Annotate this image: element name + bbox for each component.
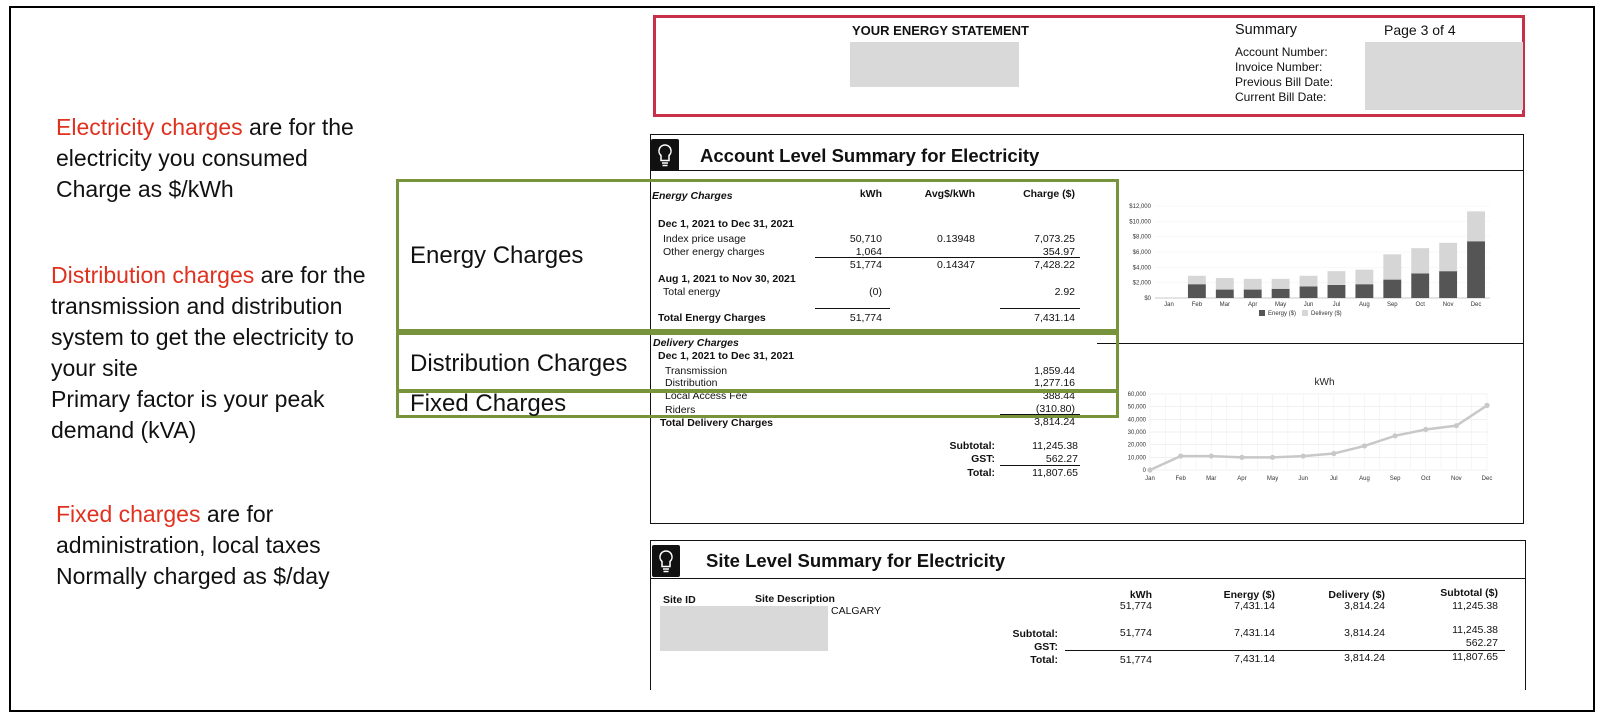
bar-energy	[1383, 280, 1401, 298]
kwh-point	[1147, 467, 1152, 472]
energy-header: Energy Charges	[652, 190, 733, 202]
bar-delivery	[1355, 270, 1373, 285]
y-tick-label: $4,000	[1132, 265, 1151, 272]
period-1: Dec 1, 2021 to Dec 31, 2021	[658, 218, 795, 230]
bar-energy	[1244, 290, 1262, 298]
row-charge: 2.92	[1054, 286, 1075, 298]
x-tick-label: Jun	[1303, 302, 1314, 308]
x-tick-label: Jan	[1145, 476, 1155, 482]
note-distribution	[51, 260, 371, 446]
y-tick-label: $10,000	[1129, 219, 1151, 226]
statement-title: YOUR ENERGY STATEMENT	[852, 23, 1029, 38]
y-tick-label: 30,000	[1127, 430, 1146, 436]
delivery-header: Delivery Charges	[653, 337, 739, 349]
account-summary-header-rule	[650, 170, 1524, 171]
col-avg: Avg$/kWh	[924, 188, 975, 200]
delivery-row-charge: 1,277.16	[1034, 377, 1075, 389]
row-label: Index price usage	[663, 233, 746, 245]
y-tick-label: 50,000	[1127, 404, 1146, 411]
lightbulb-icon	[652, 545, 680, 577]
kwh-point	[1362, 443, 1367, 448]
kwh-point	[1331, 451, 1336, 456]
statement-page-number: Page 3 of 4	[1384, 22, 1456, 38]
total-delivery-label: Total Delivery Charges	[660, 417, 774, 429]
x-tick-label: May	[1266, 476, 1279, 482]
gst-value: 562.27	[1045, 453, 1078, 465]
site-summary-title: Site Level Summary for Electricity	[706, 550, 1006, 571]
redacted-block	[850, 42, 1019, 87]
note-electricity	[56, 112, 396, 205]
y-tick-label: 40,000	[1127, 417, 1146, 424]
note-fixed-text: are for administration, local taxes	[56, 501, 321, 558]
bar-energy	[1355, 284, 1373, 298]
x-tick-label: Mar	[1206, 476, 1217, 482]
bar-delivery	[1216, 278, 1234, 290]
col-charge: Charge ($)	[1023, 188, 1075, 200]
distribution-charges-label: Distribution Charges	[410, 350, 628, 377]
bar-delivery	[1272, 279, 1290, 289]
bar-delivery	[1328, 271, 1346, 285]
note-distribution-text: are for the transmission and distribution system to get the electricity to your site	[51, 262, 366, 381]
x-tick-label: Nov	[1451, 476, 1462, 482]
site-description: CALGARY	[831, 605, 881, 617]
kwh-point	[1209, 453, 1214, 458]
note-electricity-highlight: Electricity charges	[56, 114, 243, 140]
subtotal-value: 11,245.38	[1032, 440, 1078, 452]
x-tick-label: Dec	[1481, 476, 1493, 482]
total-delivery-charge: 3,814.24	[1034, 416, 1075, 428]
bar-delivery	[1188, 276, 1206, 284]
statement-field-2: Previous Bill Date:	[1235, 75, 1334, 89]
x-tick-label: Jul	[1329, 476, 1338, 482]
site-gst-value: 562.27	[1465, 637, 1498, 649]
site-subtotal-value: 11,245.38	[1452, 624, 1498, 636]
statement-field-1: Invoice Number:	[1235, 60, 1323, 74]
col-site-id: Site ID	[663, 594, 696, 606]
delivery-row-label: Local Access Fee	[665, 390, 748, 402]
site-subtotal-delivery: 3,814.24	[1344, 627, 1385, 639]
y-tick-label: 20,000	[1127, 442, 1146, 449]
bar-delivery	[1467, 211, 1485, 241]
x-tick-label: Oct	[1421, 476, 1431, 482]
y-tick-label: 60,000	[1127, 392, 1146, 398]
statement-field-0: Account Number:	[1235, 45, 1328, 59]
delivery-row-charge: 388.44	[1042, 390, 1075, 402]
kwh-point	[1270, 455, 1275, 460]
delivery-period: Dec 1, 2021 to Dec 31, 2021	[658, 350, 795, 362]
bar-energy	[1272, 289, 1290, 298]
site-subtotal-kwh: 51,774	[1119, 627, 1152, 639]
legend-label: Energy ($)	[1268, 311, 1297, 317]
row-avg: 0.13948	[937, 233, 975, 245]
subtotal-charge: 7,428.22	[1034, 259, 1075, 271]
chart-title: kWh	[1314, 377, 1335, 388]
y-tick-label: $2,000	[1132, 280, 1151, 287]
site-summary-header-rule	[650, 578, 1526, 579]
row-charge: 7,073.25	[1034, 233, 1075, 245]
statement-summary-label: Summary	[1235, 22, 1298, 38]
site-subtotal-label: Subtotal:	[1012, 628, 1058, 640]
cost-bar-chart	[1125, 200, 1495, 325]
kwh-point	[1392, 433, 1397, 438]
y-tick-label: $12,000	[1129, 204, 1151, 210]
lightbulb-icon	[651, 139, 679, 171]
x-tick-label: Aug	[1359, 476, 1370, 482]
note-electricity-text: are for the electricity you consumed	[56, 114, 354, 171]
y-tick-label: $0	[1144, 296, 1151, 302]
legend-swatch-delivery	[1302, 310, 1308, 316]
col-delivery: Delivery ($)	[1328, 589, 1385, 601]
site-subtotal: 11,245.38	[1452, 600, 1498, 612]
x-tick-label: Apr	[1237, 476, 1247, 482]
site-total-energy: 7,431.14	[1234, 653, 1275, 665]
delivery-row-label: Riders	[665, 404, 696, 416]
note-fixed-highlight: Fixed charges	[56, 501, 201, 527]
y-tick-label: $8,000	[1132, 234, 1151, 241]
site-kwh: 51,774	[1119, 600, 1152, 612]
site-total-label: Total:	[1030, 654, 1058, 666]
delivery-row-charge: 1,859.44	[1034, 365, 1075, 377]
x-tick-label: Mar	[1219, 302, 1230, 308]
note-electricity-line2: Charge as $/kWh	[56, 176, 234, 202]
bar-energy	[1467, 241, 1485, 298]
y-tick-label: 0	[1142, 468, 1146, 474]
x-tick-label: Apr	[1248, 302, 1258, 308]
row-label: Other energy charges	[663, 246, 765, 258]
delivery-row-label: Transmission	[665, 365, 728, 377]
note-distribution-highlight: Distribution charges	[51, 262, 255, 288]
bar-delivery	[1439, 243, 1457, 271]
kwh-point	[1423, 427, 1428, 432]
site-total-delivery: 3,814.24	[1344, 652, 1385, 664]
x-tick-label: Aug	[1359, 302, 1370, 308]
kwh-point	[1239, 455, 1244, 460]
legend-swatch-energy	[1259, 310, 1265, 316]
col-energy: Energy ($)	[1223, 589, 1275, 601]
fixed-charges-label: Fixed Charges	[410, 390, 567, 417]
statement-field-3: Current Bill Date:	[1235, 90, 1327, 104]
row-charge: 354.97	[1042, 246, 1075, 258]
bar-delivery	[1244, 279, 1262, 290]
x-tick-label: Jul	[1332, 302, 1341, 308]
row-kwh: 1,064	[855, 246, 882, 258]
site-total-kwh: 51,774	[1119, 654, 1152, 666]
x-tick-label: May	[1274, 302, 1287, 308]
site-energy: 7,431.14	[1234, 600, 1275, 612]
kwh-point	[1301, 453, 1306, 458]
total-energy-label: Total Energy Charges	[658, 312, 766, 324]
total-energy-charge: 7,431.14	[1034, 312, 1075, 324]
site-gst-label: GST:	[1034, 641, 1058, 653]
bar-energy	[1300, 287, 1318, 299]
bar-energy	[1439, 271, 1457, 298]
redacted-block	[660, 606, 828, 651]
energy-charges-label: Energy Charges	[410, 242, 584, 269]
y-tick-label: $6,000	[1132, 250, 1151, 256]
gst-label: GST:	[971, 453, 995, 465]
total-value: 11,807.65	[1032, 467, 1078, 479]
row-label: Total energy	[663, 286, 721, 298]
delivery-row-label: Distribution	[665, 377, 718, 389]
bar-delivery	[1300, 276, 1318, 287]
col-kwh: kWh	[1129, 589, 1152, 601]
x-tick-label: Feb	[1175, 476, 1186, 482]
kwh-point	[1454, 423, 1459, 428]
x-tick-label: Sep	[1386, 302, 1398, 308]
note-fixed	[56, 499, 386, 592]
kwh-point	[1484, 403, 1489, 408]
col-site-description: Site Description	[755, 593, 835, 605]
divider	[1097, 343, 1524, 344]
x-tick-label: Nov	[1442, 302, 1454, 308]
delivery-row-charge: (310.80)	[1035, 403, 1075, 415]
total-energy-kwh: 51,774	[849, 312, 882, 324]
redacted-block	[1365, 42, 1523, 110]
x-tick-label: Feb	[1191, 302, 1203, 308]
y-tick-label: 10,000	[1127, 455, 1146, 462]
account-summary-title: Account Level Summary for Electricity	[700, 145, 1040, 166]
bar-energy	[1328, 285, 1346, 298]
col-kwh: kWh	[859, 188, 882, 200]
subtotal-kwh: 51,774	[849, 259, 882, 271]
note-fixed-line2: Normally charged as $/day	[56, 563, 330, 589]
col-subtotal: Subtotal ($)	[1440, 587, 1498, 599]
bar-delivery	[1411, 248, 1429, 273]
x-tick-label: Jan	[1164, 302, 1174, 308]
row-kwh: (0)	[869, 286, 882, 298]
total-label: Total:	[967, 467, 995, 479]
bar-energy	[1216, 290, 1234, 298]
x-tick-label: Oct	[1415, 302, 1425, 308]
site-subtotal-energy: 7,431.14	[1234, 627, 1275, 639]
legend-label: Delivery ($)	[1311, 311, 1342, 317]
subtotal-avg: 0.14347	[937, 259, 975, 271]
subtotal-label: Subtotal:	[949, 440, 995, 452]
bar-energy	[1188, 284, 1206, 298]
site-total-value: 11,807.65	[1452, 651, 1498, 663]
x-tick-label: Dec	[1470, 302, 1482, 308]
period-2: Aug 1, 2021 to Nov 30, 2021	[658, 273, 796, 285]
underline	[1000, 465, 1080, 466]
row-kwh: 50,710	[849, 233, 882, 245]
note-distribution-line2: Primary factor is your peak demand (kVA)	[51, 386, 325, 443]
x-tick-label: Sep	[1389, 476, 1401, 482]
kwh-line-chart	[1115, 372, 1500, 487]
site-delivery: 3,814.24	[1344, 600, 1385, 612]
x-tick-label: Jun	[1298, 476, 1309, 482]
kwh-point	[1178, 453, 1183, 458]
bar-energy	[1411, 273, 1429, 298]
bar-delivery	[1383, 254, 1401, 279]
